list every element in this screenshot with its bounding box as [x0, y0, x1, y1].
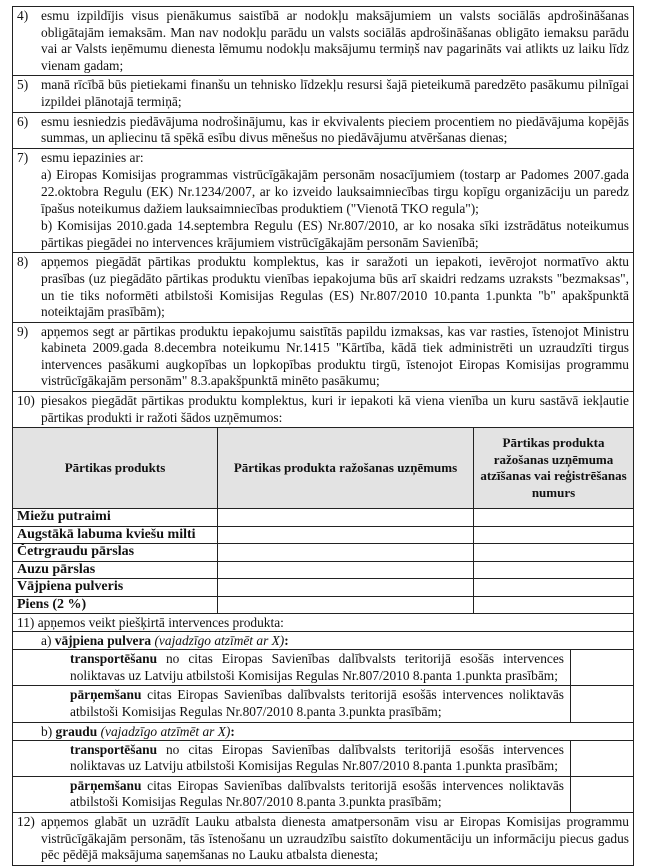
option-group-label: a) vājpiena pulvera (vajadzīgo atzīmēt ar X): — [41, 633, 289, 649]
producer-cell[interactable] — [218, 509, 474, 527]
reg-number-cell[interactable] — [474, 509, 633, 527]
header-product: Pārtikas produkts — [13, 428, 218, 509]
item-11a-label — [13, 632, 633, 650]
item-6 — [13, 113, 633, 149]
option-row — [13, 741, 633, 777]
item-9 — [13, 323, 633, 392]
option-text: transportēšanu no citas Eiropas Savienības dalībvalsts teritorijā esošās intervences noliktavas uz Latviju atbilstoši Komisijas Regulas Nr.807/2010 8.panta 1.punkta prasībām; — [70, 741, 564, 774]
item-number: 4) — [17, 8, 29, 23]
item-text: apņemos segt ar pārtikas produktu iepakojumu saistītās papildu izmaksas, kas var rasties, īstenojot Ministru kabineta 2009.gada 8.decembra noteikumu Nr.1415 "Kārtība, kādā tiek administrēti un uzraudzīti tirgus intervences pasākumi augkopības un lopkopības produktu tirgū, īstenojot Eiropas Komisijas programmu vistrūcīgākajām personām" 8.3.apakšpunktā minēto pasākumu; — [41, 323, 629, 389]
product-name: Piens (2 %) — [13, 597, 218, 614]
option-text: transportēšanu no citas Eiropas Savienības dalībvalsts teritorijā esošās intervences noliktavas uz Latviju atbilstoši Komisijas Regulas Nr.807/2010 8.panta 1.punkta prasībām; — [70, 651, 564, 683]
item-number: 5) — [17, 77, 29, 93]
item-text: esmu iesniedzis piedāvājuma nodrošinājumu, kas ir ekvivalents pieciem procentiem no piedāvājuma kopējās summas, un apliecinu tā spēkā esību divus mēnešus no piedāvājumu atvēršanas dienas; — [41, 113, 629, 146]
option-row — [13, 777, 633, 813]
item-sub-b: b) Komisijas 2010.gada 14.septembra Regulu (ES) Nr.807/2010, ar ko nosaka sīki izstrādātus noteikumus pārtikas piegādei no intervences krājumiem vistrūcīgākajām personām Savienībā; — [41, 218, 629, 250]
product-table — [13, 428, 633, 614]
header-producer: Pārtikas produkta ražošanas uzņēmums — [218, 428, 474, 509]
mark-checkbox[interactable] — [570, 741, 633, 776]
item-number: 6) — [17, 113, 29, 129]
item-8 — [13, 253, 633, 322]
item-4 — [13, 7, 633, 76]
header-reg-number: Pārtikas produkta ražošanas uzņēmuma atzīšanas vai reģistrēšanas numurs — [474, 428, 633, 509]
item-number: 10) — [17, 393, 35, 409]
product-name: Vājpiena pulveris — [13, 579, 218, 597]
producer-cell[interactable] — [218, 544, 474, 562]
option-row — [13, 650, 633, 686]
item-11 — [13, 614, 633, 632]
product-name: Auzu pārslas — [13, 562, 218, 580]
item-number: 8) — [17, 254, 29, 270]
item-10 — [13, 392, 633, 428]
option-group-label: b) graudu (vajadzīgo atzīmēt ar X): — [41, 723, 235, 739]
reg-number-cell[interactable] — [474, 544, 633, 562]
producer-cell[interactable] — [218, 579, 474, 597]
item-12 — [13, 813, 633, 866]
item-text: apņemos glabāt un uzrādīt Lauku atbalsta dienesta amatpersonām visu ar Eiropas Komisijas programmu vistrūcīgākajām personām, tās īstenošanu un uzraudzību saistīto dokumentāciju un informāciju piecus gadus pēc pēdējā maksājuma saņemšanas no Lauku atbalsta dienesta; — [41, 814, 629, 863]
product-name: Miežu putraimi — [13, 509, 218, 527]
reg-number-cell[interactable] — [474, 527, 633, 545]
item-number: 9) — [17, 323, 29, 339]
producer-cell[interactable] — [218, 597, 474, 614]
item-text: esmu iepazinies ar: — [41, 149, 144, 165]
producer-cell[interactable] — [218, 527, 474, 545]
item-text: manā rīcībā būs pietiekami finanšu un tehnisko līdzekļu resursi šajā pieteikumā paredzēto pasākumu pilnīgai izpildei plānotajā termiņā; — [41, 77, 629, 109]
item-text: esmu izpildījis visus pienākumus saistībā ar nodokļu maksājumiem un valsts sociālās apdrošināšanas obligātajām iemaksām. Man nav nodokļu parādu un valsts sociālās apdrošināšanas obligāto iemaksu parādu vai ar Valsts ieņēmumu dienesta lēmumu nodokļu maksājumu termiņš nav pagarināts vai atlikts uz laiku līdz vienam gadam; — [41, 8, 629, 73]
item-sub-a: a) Eiropas Komisijas programmas vistrūcīgākajām personām nosacījumiem (tostarp ar Padomes 2007.gada 22.oktobra Regulu (EK) Nr.1234/2007, ar ko izveido lauksaimniecības tirgu kopīgu organizāciju un paredz īpašus noteikumus dažiem lauksaimniecības produktiem ("Vienotā TKO regula"); — [41, 167, 629, 216]
item-7 — [13, 149, 633, 254]
option-text: pārņemšanu citas Eiropas Savienības dalībvalsts teritorijā esošās intervences noliktavās atbilstoši Komisijas Regulas Nr.807/2010 8.panta 3.punkta prasībām; — [70, 687, 564, 720]
mark-checkbox[interactable] — [570, 650, 633, 685]
item-11b-label — [13, 723, 633, 741]
item-number: 7) — [17, 149, 29, 165]
item-number: 12) — [17, 814, 35, 829]
producer-cell[interactable] — [218, 562, 474, 580]
option-text: pārņemšanu citas Eiropas Savienības dalībvalsts teritorijā esošās intervences noliktavās atbilstoši Komisijas Regulas Nr.807/2010 8.panta 3.punkta prasībām; — [70, 777, 564, 810]
declaration-table — [12, 6, 634, 866]
product-name: Augstākā labuma kviešu milti — [13, 527, 218, 545]
mark-checkbox[interactable] — [570, 777, 633, 812]
reg-number-cell[interactable] — [474, 597, 633, 614]
item-text: piesakos piegādāt pārtikas produktu komplektus, kuri ir iepakoti kā viena vienība un kuru sastāvā iekļautie pārtikas produkti ir ražoti šādos uzņēmumos: — [41, 393, 629, 425]
mark-checkbox[interactable] — [570, 686, 633, 721]
item-text: 11) apņemos veikt piešķirtā intervences produkta: — [17, 615, 284, 631]
reg-number-cell[interactable] — [474, 579, 633, 597]
item-text: apņemos piegādāt pārtikas produktu komplektus, kas ir saražoti un iepakoti, ievērojot normatīvo aktu prasības (uz piegādāto pārtikas produktu vienības iepakojuma būs arī skaidri redzams uzraksts "bezmaksas", un tie tiks noformēti atbilstoši Komisijas Regulas (ES) Nr.807/2010 10.panta 1.punkta "b" apakšpunktā noteiktajām prasībām); — [41, 254, 629, 320]
item-5 — [13, 76, 633, 112]
option-row — [13, 686, 633, 722]
product-name: Četrgraudu pārslas — [13, 544, 218, 562]
reg-number-cell[interactable] — [474, 562, 633, 580]
